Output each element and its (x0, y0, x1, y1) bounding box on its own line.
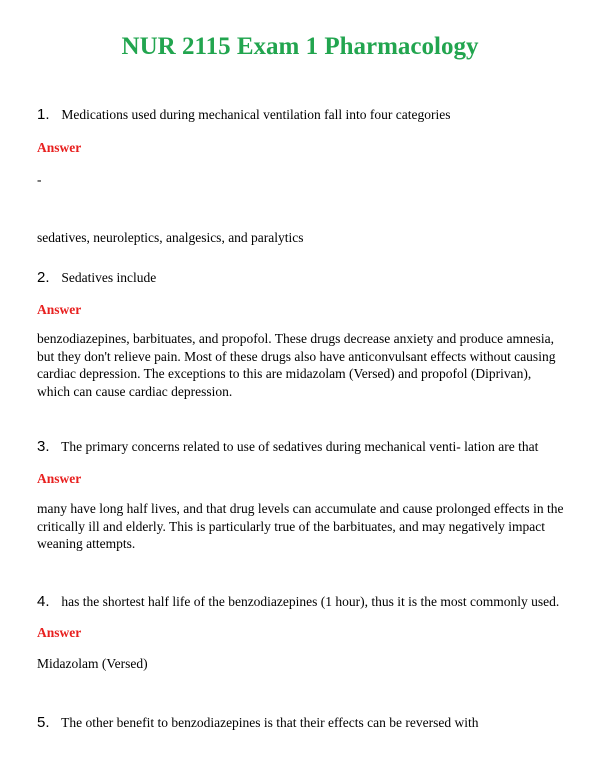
document-title: NUR 2115 Exam 1 Pharmacology (121, 33, 479, 60)
answer-label: Answer (37, 302, 82, 317)
question-text: Medications used during mechanical ventilation fall into four categories (61, 107, 451, 122)
answer-label: Answer (37, 140, 82, 155)
answer-dash: - (37, 172, 42, 187)
question-3 (37, 438, 538, 455)
answer-text: many have long half lives, and that drug levels can accumulate and cause prolonged effects in the critically ill and elderly. This is particularly true of the barbituates, and may negatively impact weaning attempts. (37, 501, 564, 551)
answer-text: sedatives, neuroleptics, analgesics, and paralytics (37, 230, 304, 245)
question-5 (37, 714, 478, 731)
question-4 (37, 593, 559, 610)
question-1 (37, 106, 451, 123)
question-number: 5. (37, 714, 50, 731)
question-text: has the shortest half life of the benzodiazepines (1 hour), thus it is the most commonly used. (61, 594, 560, 609)
question-text: The other benefit to benzodiazepines is that their effects can be reversed with (61, 715, 479, 730)
answer-label: Answer (37, 471, 82, 486)
question-2 (37, 269, 156, 286)
question-number: 4. (37, 593, 50, 610)
question-number: 3. (37, 438, 50, 455)
question-number: 1. (37, 106, 50, 123)
answer-label: Answer (37, 625, 82, 640)
question-text: Sedatives include (61, 270, 157, 285)
answer-text: benzodiazepines, barbituates, and propofol. These drugs decrease anxiety and produce amnesia, but they don't relieve pain. Most of these drugs also have anticonvulsant effects without causing cardiac depression. The exceptions to this are midazolam (Versed) and propofol (Diprivan), which can cause cardiac depression. (37, 331, 556, 399)
question-text: The primary concerns related to use of sedatives during mechanical venti- lation are that (61, 439, 539, 454)
question-number: 2. (37, 269, 50, 286)
answer-text: Midazolam (Versed) (37, 656, 148, 671)
